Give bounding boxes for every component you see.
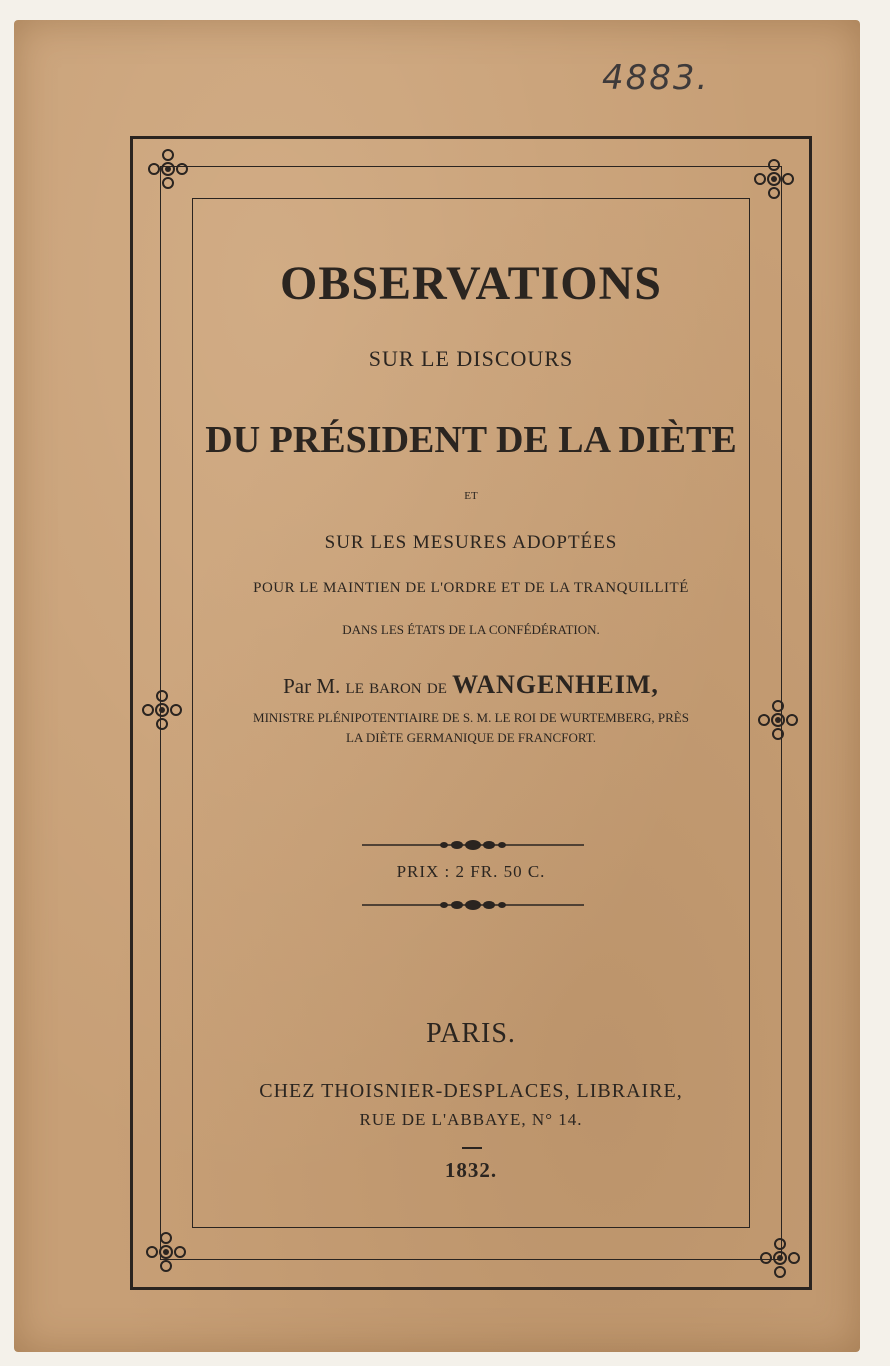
subtitle-line-3: SUR LES MESURES ADOPTÉES <box>324 532 618 553</box>
author-prefix: Par M. <box>283 674 341 698</box>
author-role-line-2: LA DIÈTE GERMANIQUE DE FRANCFORT. <box>346 730 596 745</box>
publication-year: 1832. <box>444 1158 498 1182</box>
rosette-ornament-icon <box>752 157 796 201</box>
divider <box>462 1147 482 1149</box>
book-title: OBSERVATIONS <box>279 257 662 310</box>
rosette-ornament-icon <box>146 147 190 191</box>
rosette-ornament-icon <box>758 1236 802 1280</box>
subtitle-line-5: DANS LES ÉTATS DE LA CONFÉDÉRATION. <box>342 622 600 637</box>
handwritten-number: 4883. <box>602 58 710 98</box>
ornamental-rule-icon <box>362 836 584 854</box>
price: PRIX : 2 FR. 50 C. <box>396 862 546 881</box>
subtitle-line-4: POUR LE MAINTIEN DE L'ORDRE ET DE LA TRANQUILLITÉ <box>253 580 689 596</box>
ornamental-rule-icon <box>362 896 584 914</box>
rosette-ornament-icon <box>144 1230 188 1274</box>
author-role <box>172 708 770 748</box>
conjunction: ET <box>464 490 478 502</box>
author-line <box>172 670 770 700</box>
publisher-address: RUE DE L'ABBAYE, N° 14. <box>359 1110 583 1129</box>
title-page-content <box>192 198 750 1228</box>
publication-city: PARIS. <box>426 1018 516 1049</box>
subtitle-line-1: SUR LE DISCOURS <box>368 346 574 371</box>
author-title: le baron de <box>345 674 447 698</box>
subtitle-line-2: DU PRÉSIDENT DE LA DIÈTE <box>205 419 737 461</box>
author-role-line-1: MINISTRE PLÉNIPOTENTIAIRE DE S. M. LE ROI DE WURTEMBERG, PRÈS <box>253 710 689 725</box>
publisher: CHEZ THOISNIER-DESPLACES, LIBRAIRE, <box>259 1080 683 1102</box>
author-name: WANGENHEIM, <box>452 670 659 699</box>
